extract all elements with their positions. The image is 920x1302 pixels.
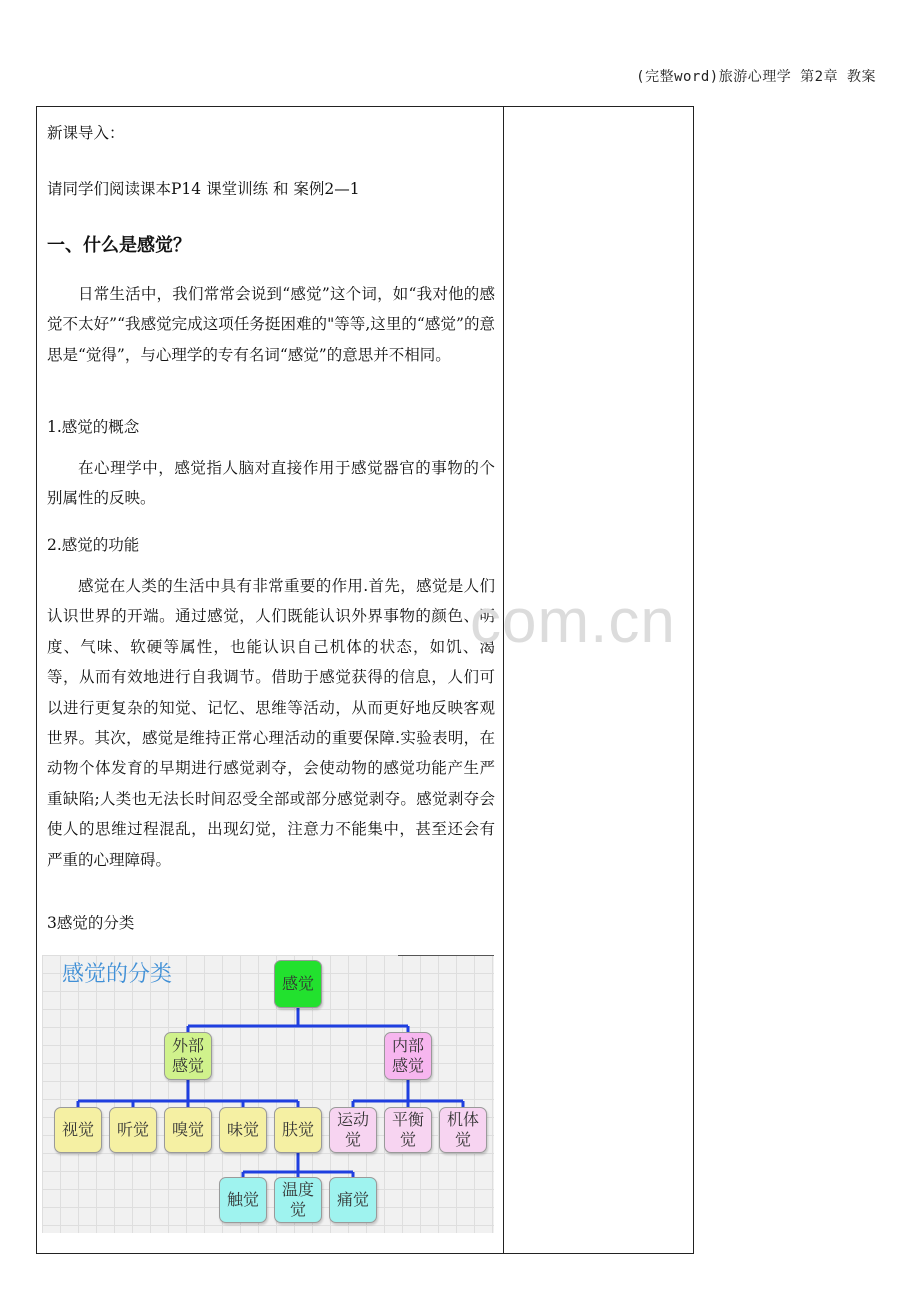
node-external-label: 外部感觉: [171, 1036, 204, 1075]
node-skin-item-label: 温度觉: [281, 1180, 314, 1219]
intro-label: 新课导入：: [47, 124, 125, 142]
node-int-item-label: 机体觉: [446, 1110, 479, 1149]
node-internal-label: 内部感觉: [391, 1036, 424, 1075]
node-root: [274, 960, 322, 1008]
subheading-classification: 3感觉的分类: [47, 914, 135, 932]
node-ext-item-skin: [274, 1107, 322, 1153]
node-external: [164, 1032, 212, 1080]
diagram-title: 感觉的分类: [62, 962, 173, 987]
node-int-item: [439, 1107, 487, 1153]
node-int-item-label: 平衡觉: [391, 1110, 424, 1149]
node-ext-item-label: 嗅觉: [171, 1120, 204, 1139]
node-int-item-label: 运动觉: [336, 1110, 369, 1149]
watermark-text: com.cn: [470, 587, 676, 656]
node-internal: [384, 1032, 432, 1080]
node-int-item: [384, 1107, 432, 1153]
node-int-item: [329, 1107, 377, 1153]
subheading-concept: 1.感觉的概念: [47, 418, 140, 436]
node-skin-item-label: 触觉: [226, 1190, 259, 1209]
node-skin-item: [329, 1177, 377, 1223]
reading-instruction: 请同学们阅读课本P14 课堂训练 和 案例2—1: [47, 180, 360, 198]
classification-diagram: [42, 955, 494, 1233]
node-ext-item-label: 味觉: [226, 1120, 259, 1139]
column-divider: [503, 107, 504, 1253]
node-ext-item: [219, 1107, 267, 1153]
paragraph-everyday-feeling: 日常生活中，我们常常会说到“感觉”这个词，如“我对他的感觉不太好”“我感觉完成这项任务挺困难的"等等,这里的“感觉”的意思是“觉得”，与心理学的专有名词“感觉”的意思并不相同。: [47, 285, 495, 364]
node-ext-item: [109, 1107, 157, 1153]
diagram-connectors: [42, 955, 494, 1233]
node-root-label: 感觉: [281, 974, 314, 993]
paragraph-concept: 在心理学中，感觉指人脑对直接作用于感觉器官的事物的个别属性的反映。: [47, 459, 495, 508]
node-ext-item-label: 肤觉: [281, 1120, 314, 1139]
node-ext-item: [164, 1107, 212, 1153]
node-ext-item-label: 听觉: [116, 1120, 149, 1139]
node-ext-item-label: 视觉: [61, 1120, 94, 1139]
document-header: (完整word)旅游心理学 第2章 教案: [636, 69, 876, 85]
subheading-function: 2.感觉的功能: [47, 536, 140, 554]
node-skin-item-label: 痛觉: [336, 1190, 369, 1209]
node-ext-item: [54, 1107, 102, 1153]
node-skin-item: [274, 1177, 322, 1223]
node-skin-item: [219, 1177, 267, 1223]
section-title: 一、什么是感觉？: [47, 235, 191, 256]
paragraph-function: 感觉在人类的生活中具有非常重要的作用.首先，感觉是人们认识世界的开端。通过感觉，人们既能认识外界事物的颜色、明度、气味、软硬等属性，也能认识自己机体的状态，如饥、渴等，从而有效地进行自我调节。借助于感觉获得的信息，人们可以进行更复杂的知觉、记忆、思维等活动，从而更好地反映客观世界。其次，感觉是维持正常心理活动的重要保障.实验表明，在动物个体发育的早期进行感觉剥夺，会使动物的感觉功能产生严重缺陷;人类也无法长时间忍受全部或部分感觉剥夺。感觉剥夺会使人的思维过程混乱，出现幻觉，注意力不能集中，甚至还会有严重的心理障碍。: [47, 577, 495, 869]
